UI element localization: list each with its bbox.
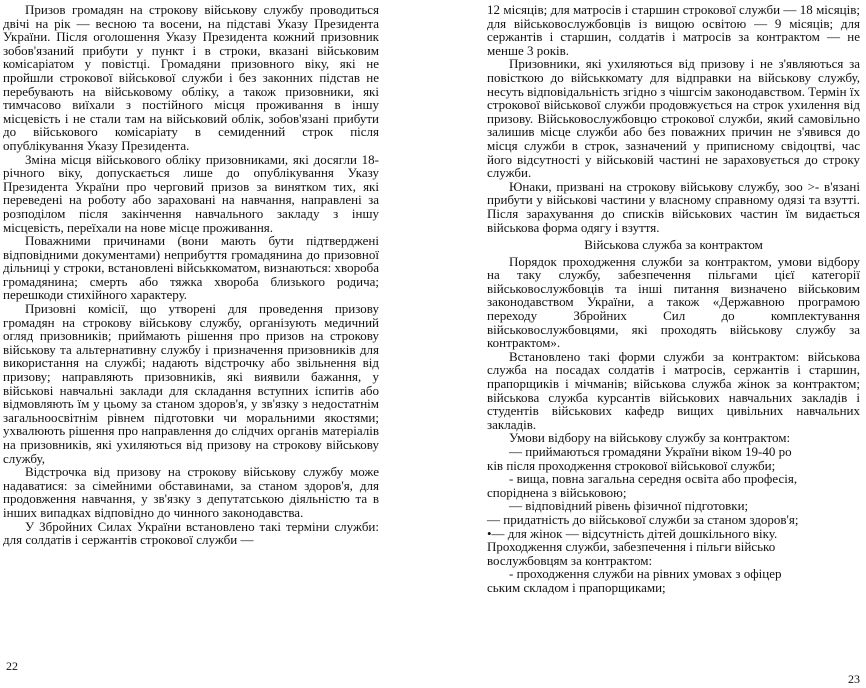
list-item: споріднена з військовою; — [487, 484, 627, 500]
paragraph: Юнаки, призвані на строкову військову службу, зоо >- в'язані прибути у військові частини у власному справному одязі та взутті. Після зарахування до списків військових частин їм видається військова форма одягу і взуття. — [487, 178, 860, 235]
list-item: — відповідний рівень фізичної підготовки; — [509, 498, 749, 514]
paragraph: Зміна місця військового обліку призовниками, які досягли 18-річного віку, допускається лише до опублікування Указу Президента України про черговий призов за винятком тих, які переведені на роботу або зараховані на навчання, направлені за розподілом після закінчення навчального закладу з іншу місцевість, переїхали на нове місце проживання. — [3, 151, 379, 235]
paragraph: Призовники, які ухиляються від призову і не з'являються за повісткою до військкомату для відправки на військову службу, несуть відповідальність згідно з чішгсім законодавством. Термін їх строкової військової служби продовжується на строк ухилення від призову. Військовослужбовцю строкової служби, який самовільно залишив місце служби або без поважних причин не з'явився до місця служби в строк, зазначений у приписному свідоцтві, час його відсутності у військовій частині не зараховується до строку служби. — [487, 56, 860, 181]
list-item: ським складом і прапорщиками; — [487, 579, 666, 595]
paragraph: Відстрочка від призову на строкову військову службу може надаватися: за сімейними обставинами, за станом здоров'я, для продовження навчання, у зв'язку з депутатською діяльністю та в інших випадках відповідно до чинного законодавства. — [3, 464, 379, 520]
right-page — [480, 0, 866, 688]
list-item: - вища, повна загальна середня освіта або професія, — [509, 471, 798, 487]
list-item: — приймаються громадяни України віком 19-40 ро — [509, 444, 792, 459]
page-number-right: 23 — [848, 672, 860, 686]
paragraph: Поважними причинами (вони мають бути підтверджені відповідними документами) неприбуття громадянина до призовної дільниці у строки, встановлені військкоматом, визнаються: хвороба громадянина; смерть або тяжка хвороба близького родича; перешкоди стихійного характеру. — [3, 233, 379, 303]
section-heading: Військова служба за контрактом — [584, 237, 763, 253]
paragraph: Призов громадян на строкову військову службу проводиться двічі на рік — весною та восени, на підставі Указу Президента України. Після оголошення Указу Президента кожний призовник зобов'язаний прибути у пункт і в строки, вказані військовим комісаріатом у повістці. Громадяни призовного віку, які не пройшли строкової військової служби і без законних підстав не перебувають на військовому обліку, а також призовники, які тимчасово виїхали з постійного місця проживання в іншу місцевість і не стали там на військовий облік, зобов'язані прибути до військового комісаріату в семиденний строк після опублікування Указу Президента. — [3, 2, 379, 153]
paragraph: Призовні комісії, що утворені для проведення призову громадян на строкову військову службу, організують медичний огляд призовників; приймають рішення про призов на строкову військову та альтернативну службу і призначення призовників для використання на службі; надають відстрочку або звільнення від призову; направляють призовників, які виявили бажання, у військові навчальні заклади для складання вступних іспитів або відмовляють їм у цьому за станом здоров'я, у зв'язку з недостатнім загальноосвітнім рівнем підготовки чи моральними якостями; ухвалюють рішення про направлення до слідчих органів матеріалів на призовників, які ухиляються від призову на строкову військову службу, — [3, 301, 379, 466]
paragraph: Встановлено такі форми служби за контрактом: військова служба на посадах солдатів і матросів, сержантів і старшин, прапорщиків і мічманів; військова служба жінок за контрактом; військова служба курсантів військових навчальних закладів і студентів військових кафедр вищих цивільних навчальних закладів. — [487, 348, 860, 432]
paragraph: 12 місяців; для матросів і старшин строкової служби — 18 місяців; для військовослужбовців із вищою освітою — 9 місяців; для сержантів і старшин, солдатів і матросів за контрактом — не менше 3 років. — [487, 2, 860, 58]
paragraph: У Збройних Силах України встановлено такі терміни служби: для солдатів і сержантів строкової служби — — [3, 518, 379, 548]
list-item: - проходження служби на рівних умовах з офіцер — [509, 566, 782, 582]
right-page-text — [487, 3, 860, 595]
paragraph: Умови відбору на військову службу за контрактом: — [509, 430, 791, 446]
page-number-left: 22 — [6, 659, 18, 673]
left-page-text — [3, 3, 379, 547]
left-page — [0, 0, 390, 688]
paragraph: Порядок проходження служби за контрактом, умови відбору на таку службу, забезпечення пільгами цієї категорії військовослужбовців та інші питання визначено військовим законодавством України, а також «Державною програмою переходу Збройних Сил до комплектування військовослужбовцями, які проходять військову службу за контрактом». — [487, 253, 860, 351]
list-item: ків після проходження строкової військової служби; — [487, 457, 776, 473]
list-item: вослужбовцям за контрактом: — [487, 552, 653, 568]
list-item: Проходження служби, забезпечення і пільги військо — [487, 539, 776, 555]
list-item: •— для жінок — відсутність дітей дошкільного віку. — [487, 525, 778, 541]
list-item: — придатність до військової служби за станом здоров'я; — [487, 511, 799, 527]
